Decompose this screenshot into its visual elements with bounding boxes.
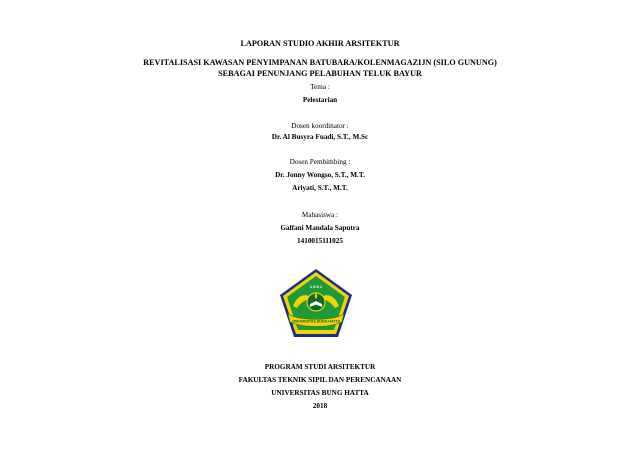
theme-label: Tema : bbox=[310, 83, 330, 91]
university-logo bbox=[279, 268, 353, 338]
theme-value: Pelestarian bbox=[302, 96, 338, 104]
logo-year: 1 9 8 1 bbox=[309, 284, 323, 289]
university: UNIVERSITAS BUNG HATTA bbox=[271, 389, 369, 397]
faculty: FAKULTAS TEKNIK SIPIL DAN PERENCANAAN bbox=[238, 376, 402, 384]
logo-ribbon-text: UNIVERSITAS BUNG HATTA bbox=[291, 319, 341, 324]
student-id: 1410015111025 bbox=[297, 237, 343, 245]
coordinator-label: Dosen koordinator : bbox=[291, 122, 349, 130]
program: PROGRAM STUDI ARSITEKTUR bbox=[264, 363, 376, 371]
report-type: LAPORAN STUDIO AKHIR ARSITEKTUR bbox=[240, 39, 400, 48]
supervisor-1: Dr. Jonny Wongso, S.T., M.T. bbox=[275, 171, 365, 179]
year: 2018 bbox=[312, 402, 328, 410]
supervisor-label: Dosen Pembimbing : bbox=[289, 158, 351, 166]
student-label: Mahasiswa : bbox=[301, 211, 339, 219]
title-line-1: REVITALISASI KAWASAN PENYIMPANAN BATUBARA/KOLENMAGAZIJN (SILO GUNUNG) bbox=[143, 58, 497, 67]
coordinator-name: Dr. Al Busyra Fuadi, S.T., M.Sc bbox=[271, 133, 369, 141]
student-name: Galfani Mandala Saputra bbox=[280, 224, 360, 232]
supervisor-2: Ariyati, S.T., M.T. bbox=[292, 184, 348, 192]
title-line-2: SEBAGAI PENUNJANG PELABUHAN TELUK BAYUR bbox=[218, 69, 422, 78]
